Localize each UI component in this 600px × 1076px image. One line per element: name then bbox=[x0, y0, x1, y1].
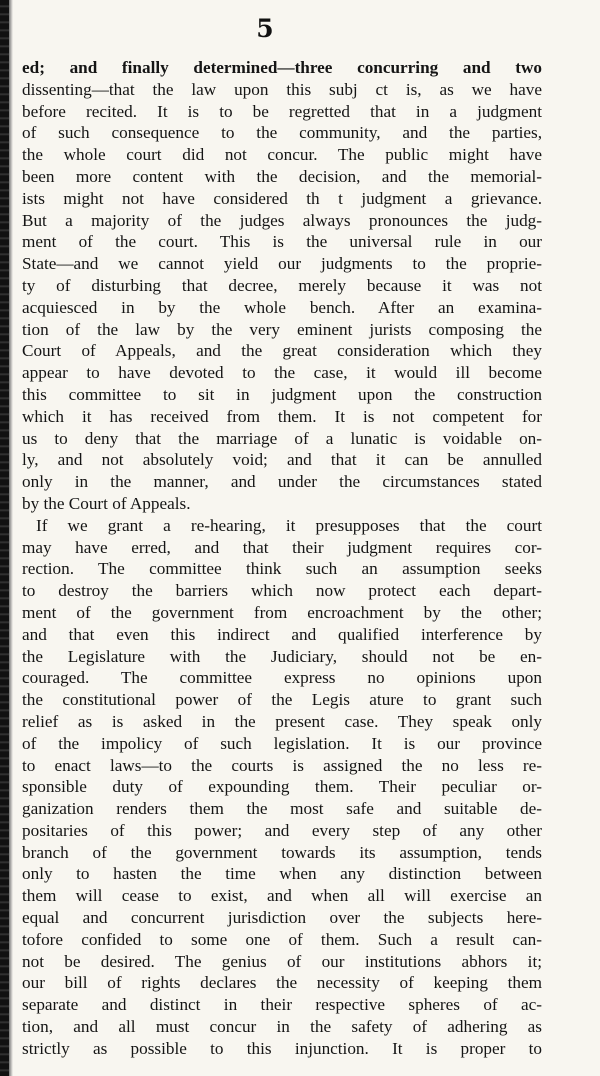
text-line: us to deny that the marriage of a lunatic is voidable on- bbox=[22, 428, 542, 448]
text-line: ly, and not absolutely void; and that it can be annulled bbox=[22, 450, 542, 470]
text-line: ganization renders them the most safe and suitable de- bbox=[22, 799, 542, 819]
text-line: and that even this indirect and qualified interference by bbox=[22, 624, 542, 644]
text-line: before recited. It is to be regretted that in a judgment bbox=[22, 101, 542, 121]
text-line: to enact laws—to the courts is assigned the no less re- bbox=[22, 755, 542, 775]
text-line: If we grant a re-hearing, it presupposes that the court bbox=[36, 515, 542, 535]
text-line: ists might not have considered th t judgment a grievance. bbox=[22, 188, 542, 208]
text-line: ed; and finally determined—three concurring and two bbox=[22, 58, 542, 77]
text-line: But a majority of the judges always pronounces the judg- bbox=[22, 210, 542, 230]
text-line: not be desired. The genius of our institutions abhors it; bbox=[22, 951, 542, 971]
text-line: ty of disturbing that decree, merely because it was not bbox=[22, 275, 542, 295]
text-line: this committee to sit in judgment upon the construction bbox=[22, 384, 542, 404]
text-line: branch of the government towards its assumption, tends bbox=[22, 842, 542, 862]
text-line: our bill of rights declares the necessity of keeping them bbox=[22, 973, 542, 993]
body-text bbox=[22, 57, 542, 1060]
text-line: to destroy the barriers which now protect each depart- bbox=[22, 581, 542, 601]
text-line: Court of Appeals, and the great consideration which they bbox=[22, 341, 542, 361]
text-line: been more content with the decision, and the memorial- bbox=[22, 166, 542, 186]
text-line: relief as is asked in the present case. They speak only bbox=[22, 711, 542, 731]
text-line: tion, and all must concur in the safety of adhering as bbox=[22, 1017, 542, 1037]
text-line: ment of the government from encroachment by the other; bbox=[22, 602, 542, 622]
text-line: the constitutional power of the Legis ature to grant such bbox=[22, 690, 542, 710]
text-line: may have erred, and that their judgment requires cor- bbox=[22, 537, 542, 557]
text-line: the Legislature with the Judiciary, should not be en- bbox=[22, 646, 542, 666]
text-line: by the Court of Appeals. bbox=[22, 493, 191, 513]
text-line: State—and we cannot yield our judgments to the proprie- bbox=[22, 254, 542, 274]
text-line: ment of the court. This is the universal rule in our bbox=[22, 232, 542, 252]
text-line: sponsible duty of expounding them. Their peculiar or- bbox=[22, 777, 542, 797]
text-line: positaries of this power; and every step of any other bbox=[22, 820, 542, 840]
text-line: appear to have devoted to the case, it would ill become bbox=[22, 363, 542, 383]
text-line: separate and distinct in their respective spheres of ac- bbox=[22, 995, 542, 1015]
text-line: only to hasten the time when any distinction between bbox=[22, 864, 542, 884]
text-line: tofore confided to some one of them. Such a result can- bbox=[22, 929, 542, 949]
text-line: rection. The committee think such an assumption seeks bbox=[22, 559, 542, 579]
text-line: strictly as possible to this injunction. It is proper to bbox=[22, 1038, 542, 1058]
text-line: which it has received from them. It is not competent for bbox=[22, 406, 542, 426]
text-line: acquiesced in by the whole bench. After an examina- bbox=[22, 297, 542, 317]
text-line: equal and concurrent jurisdiction over the subjects here- bbox=[22, 908, 542, 928]
text-line: tion of the law by the very eminent jurists composing the bbox=[22, 319, 542, 339]
text-line: dissenting—that the law upon this subj ct is, as we have bbox=[22, 79, 542, 99]
text-line: them will cease to exist, and when all will exercise an bbox=[22, 886, 542, 906]
binding-edge bbox=[0, 0, 9, 1076]
text-line: of the impolicy of such legislation. It is our province bbox=[22, 733, 542, 753]
text-line: couraged. The committee express no opinions upon bbox=[22, 668, 542, 688]
text-line: the whole court did not concur. The public might have bbox=[22, 145, 542, 165]
text-line: of such consequence to the community, and the parties, bbox=[22, 123, 542, 143]
page-number: 5 bbox=[256, 14, 274, 43]
text-line: only in the manner, and under the circumstances stated bbox=[22, 472, 542, 492]
binding-shadow bbox=[9, 0, 13, 1076]
